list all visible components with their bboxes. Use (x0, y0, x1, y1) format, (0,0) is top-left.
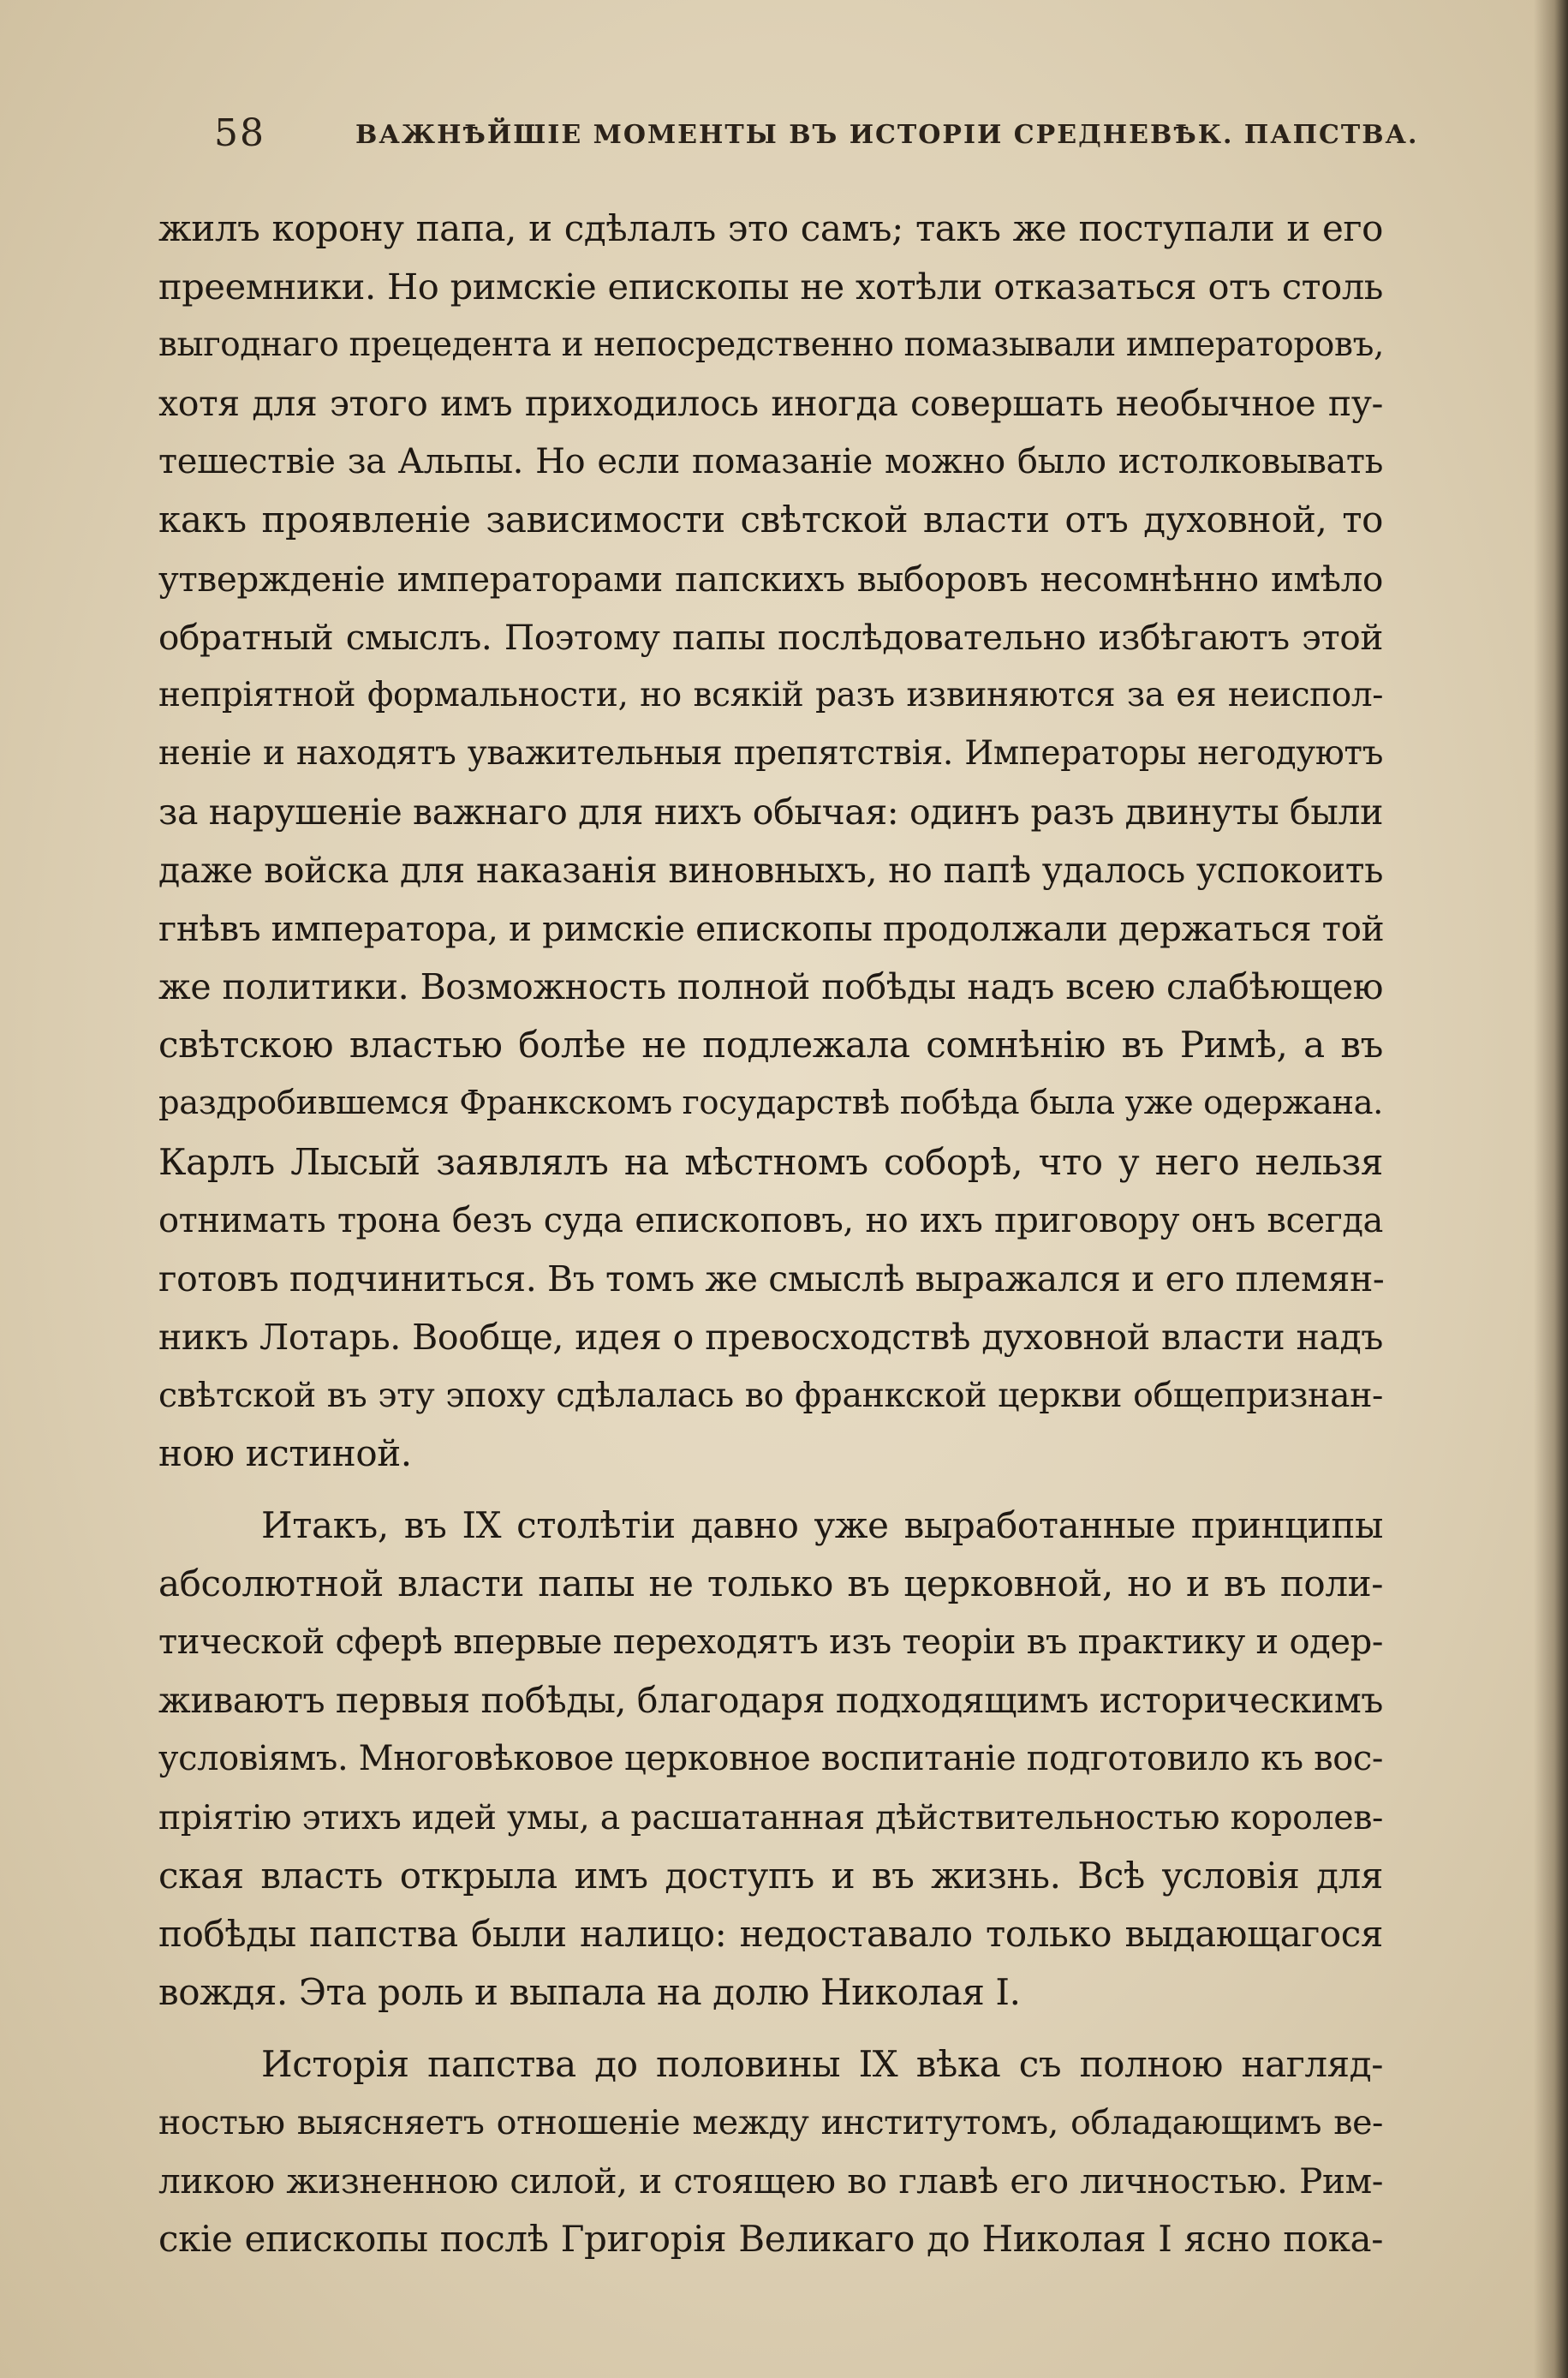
text-line: отнимать трона безъ суда епископовъ, но ихъ приговору онъ всегда (158, 1200, 1383, 1240)
text-line: какъ проявленіе зависимости свѣтской власти отъ духовной, то (158, 499, 1383, 541)
paragraph-3 (158, 2035, 1383, 2268)
text-line: ною истиной. (158, 1431, 412, 1474)
text-line: условіямъ. Многовѣковое церковное воспитаніе подготовило къ вос- (158, 1739, 1383, 1779)
text-line: ностью выясняетъ отношеніе между институтомъ, обладающимъ ве- (158, 2103, 1383, 2142)
page-spine-shadow (1534, 0, 1568, 2378)
text-line: выгоднаго прецедента и непосредственно помазывали императоровъ, (158, 326, 1384, 365)
text-line: за нарушеніе важнаго для нихъ обычая: одинъ разъ двинуты были (158, 791, 1383, 833)
text-line: живаютъ первыя побѣды, благодаря подходящимъ историческимъ (158, 1680, 1383, 1722)
text-line: побѣды папства были налицо: недоставало только выдающагося (158, 1912, 1383, 1955)
text-line: даже войска для наказанія виновныхъ, но папѣ удалось успокоить (158, 850, 1383, 892)
text-line: пріятію этихъ идей умы, а расшатанная дѣйствительностью королев- (158, 1797, 1383, 1837)
text-line: Карлъ Лысый заявлялъ на мѣстномъ соборѣ, что у него нельзя (158, 1140, 1383, 1183)
text-line: вождя. Эта роль и выпала на долю Николая I. (158, 1970, 1021, 2013)
page-header (214, 111, 1419, 163)
text-line: утвержденіе императорами папскихъ выборовъ несомнѣнно имѣло (158, 558, 1383, 600)
text-line: жилъ корону папа, и сдѣлалъ это самъ; такъ же поступали и его (158, 207, 1383, 249)
text-line: гнѣвъ императора, и римскіе епископы продолжали держаться той (158, 908, 1385, 950)
text-line: преемники. Но римскіе епископы не хотѣли отказаться отъ столь (158, 266, 1383, 308)
text-line: хотя для этого имъ приходилось иногда совершать необычное пу- (158, 383, 1383, 425)
text-line: неніе и находятъ уважительныя препятствія. Императоры негодуютъ (158, 733, 1383, 773)
running-title: ВАЖНѢЙШІЕ МОМЕНТЫ ВЪ ИСТОРІИ СРЕДНЕВѢК. ПАПСТВА. (355, 120, 1419, 150)
text-line: готовъ подчиниться. Въ томъ же смыслѣ выражался и его племян- (158, 1258, 1385, 1300)
text-line: непріятной формальности, но всякій разъ извиняются за ея неиспол- (158, 675, 1383, 714)
text-line: свѣтскою властью болѣе не подлежала сомнѣнію въ Римѣ, а въ (158, 1024, 1383, 1067)
body-text (158, 200, 1383, 2268)
text-line: ликою жизненною силой, и стоящею во главѣ его личностью. Рим- (158, 2160, 1383, 2202)
text-line: обратный смыслъ. Поэтому папы послѣдовательно избѣгаютъ этой (158, 616, 1383, 658)
text-line: свѣтской въ эту эпоху сдѣлалась во франкской церкви общепризнан- (158, 1375, 1383, 1415)
text-line: никъ Лотарь. Вообще, идея о превосходствѣ духовной власти надъ (158, 1316, 1383, 1358)
text-line: раздробившемся Франкскомъ государствѣ побѣда была уже одержана. (158, 1084, 1383, 1123)
paragraph-2 (158, 1497, 1383, 2022)
page-number: 58 (214, 111, 265, 155)
text-line: тешествіе за Альпы. Но если помазаніе можно было истолковывать (158, 442, 1383, 482)
text-line: скіе епископы послѣ Григорія Великаго до Николая I ясно пока- (158, 2218, 1383, 2261)
text-line: абсолютной власти папы не только въ церковной, но и въ поли- (158, 1562, 1383, 1605)
text-line: Итакъ, въ IX столѣтіи давно уже выработанные принципы (261, 1504, 1383, 1547)
text-line: Исторія папства до половины IX вѣка съ полною нагляд- (261, 2042, 1383, 2085)
paragraph-1 (158, 200, 1383, 1483)
text-line: ская власть открыла имъ доступъ и въ жизнь. Всѣ условія для (158, 1854, 1383, 1897)
text-line: тической сферѣ впервые переходятъ изъ теоріи въ практику и одер- (158, 1622, 1383, 1663)
text-line: же политики. Возможность полной побѣды надъ всею слабѣющею (158, 966, 1383, 1008)
